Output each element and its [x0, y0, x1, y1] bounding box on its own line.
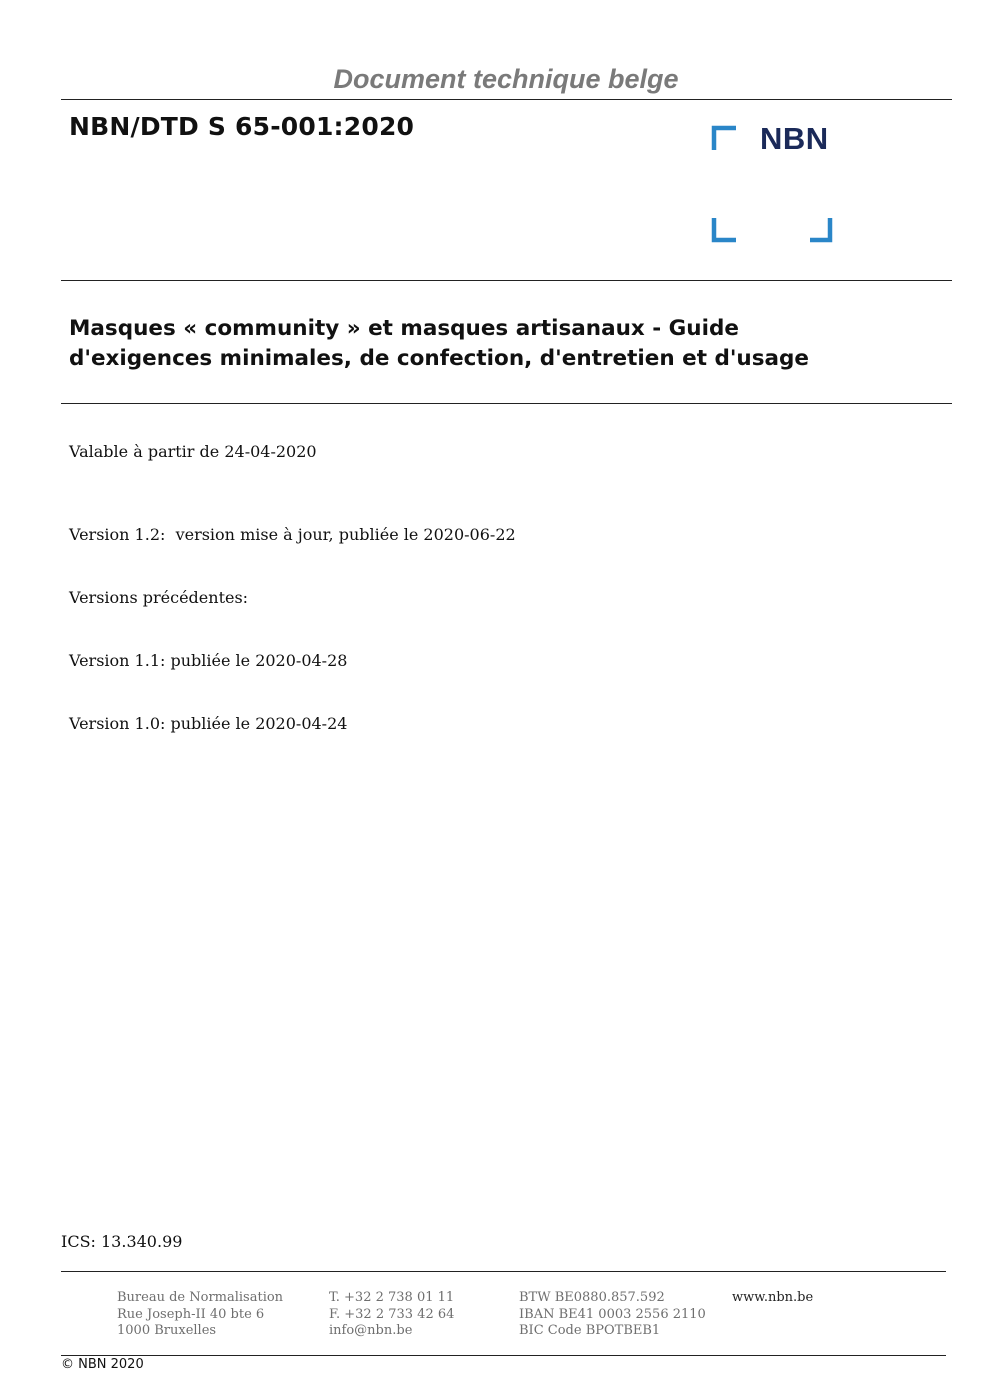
- footer-address: [117, 1290, 283, 1340]
- header-divider: [61, 99, 952, 100]
- footer-phone: T. +32 2 738 01 11: [329, 1290, 455, 1305]
- title-line-1: Masques « community » et masques artisanaux - Guide: [69, 316, 739, 341]
- nbn-logo: [706, 118, 840, 250]
- footer-bic: BIC Code BPOTBEB1: [519, 1323, 661, 1338]
- logo-wordmark: NBN: [760, 121, 829, 156]
- footer-address-line: Bureau de Normalisation: [117, 1290, 284, 1305]
- footer-website-link[interactable]: www.nbn.be: [732, 1290, 814, 1305]
- document-title: [69, 314, 929, 374]
- title-line-2: d'exigences minimales, de confection, d'entretien et d'usage: [69, 346, 810, 371]
- ics-code: ICS: 13.340.99: [61, 1232, 183, 1251]
- version-line: Version 1.1: publiée le 2020-04-28: [69, 651, 348, 670]
- footer-address-line: Rue Joseph-II 40 bte 6: [117, 1306, 265, 1322]
- version-line: Versions précédentes:: [69, 588, 249, 607]
- copyright-notice: © NBN 2020: [61, 1357, 144, 1372]
- version-line: Version 1.2: version mise à jour, publiée le 2020-06-22: [69, 525, 516, 544]
- footer-contact: [329, 1290, 454, 1340]
- title-top-divider: [61, 280, 952, 281]
- document-code: NBN/DTD S 65-001:2020: [69, 112, 415, 141]
- footer-iban: IBAN BE41 0003 2556 2110: [519, 1306, 706, 1322]
- validity-date: Valable à partir de 24-04-2020: [69, 442, 317, 461]
- footer-fax: F. +32 2 733 42 64: [329, 1306, 455, 1322]
- footer-bottom-divider: [61, 1355, 946, 1356]
- document-type-heading: Document technique belge: [333, 64, 679, 94]
- footer-top-divider: [61, 1271, 946, 1272]
- footer-email-link[interactable]: info@nbn.be: [329, 1323, 413, 1338]
- footer-bank: [519, 1290, 706, 1340]
- footer-vat: BTW BE0880.857.592: [519, 1290, 665, 1305]
- title-bottom-divider: [61, 403, 952, 404]
- version-line: Version 1.0: publiée le 2020-04-24: [69, 714, 348, 733]
- footer-address-line: 1000 Bruxelles: [117, 1323, 217, 1338]
- version-history: [69, 482, 516, 755]
